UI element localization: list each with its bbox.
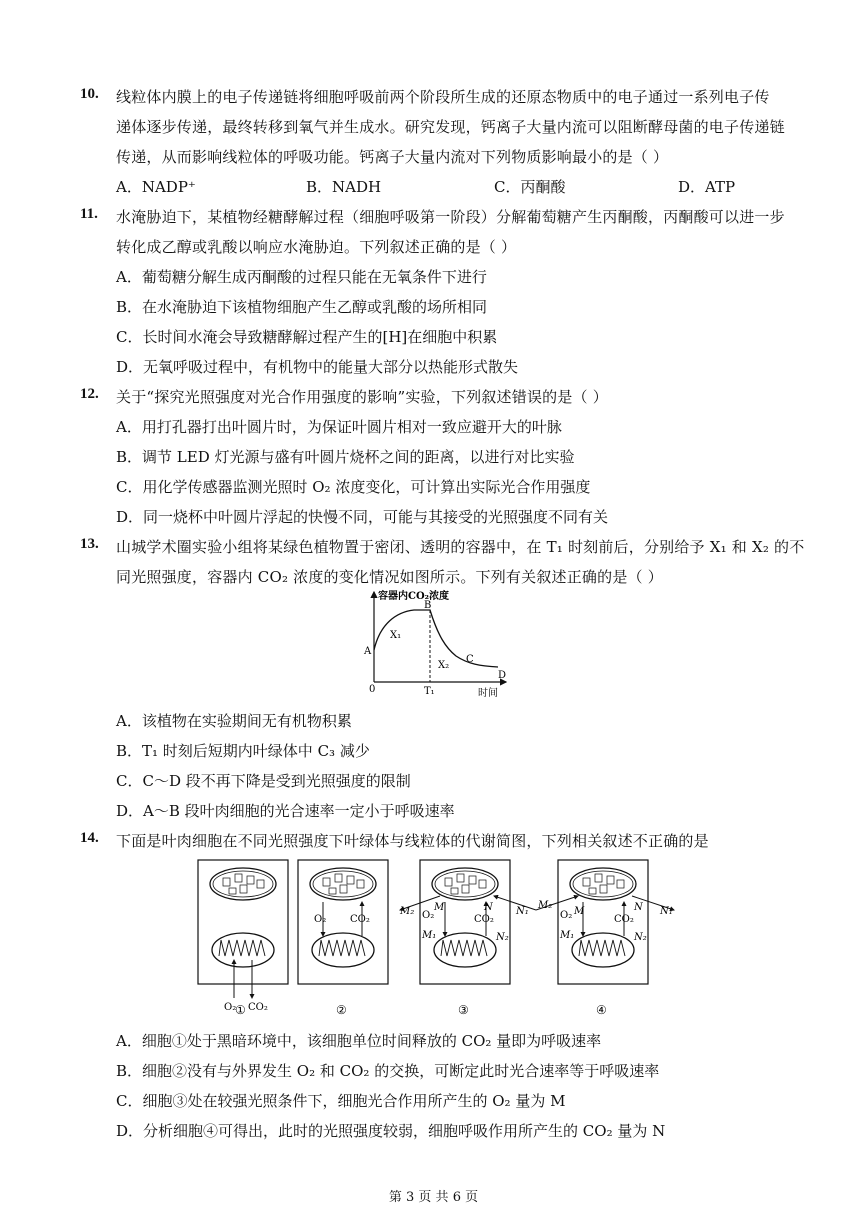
cell-label-1: ① — [235, 1003, 246, 1017]
q11-option-a: A．葡萄糖分解生成丙酮酸的过程只能在无氧条件下进行 — [116, 268, 487, 286]
cell-3-m-label: M — [434, 902, 445, 913]
cell-metabolism-diagram — [190, 856, 690, 1018]
q10-stem-line-1: 线粒体内膜上的电子传递链将细胞呼吸前两个阶段所生成的还原态物质中的电子通过一系列电子传 — [116, 88, 770, 106]
q11-stem-line-2: 转化成乙醇或乳酸以响应水淹胁迫。下列叙述正确的是（ ） — [116, 238, 517, 256]
q12-option-a: A．用打孔器打出叶圆片时，为保证叶圆片相对一致应避开大的叶脉 — [116, 418, 562, 436]
cell-2-o2-label: O₂ — [314, 914, 327, 925]
q13-option-b: B．T₁ 时刻后短期内叶绿体中 C₃ 减少 — [116, 742, 370, 760]
cell-2-co2-label: CO₂ — [350, 914, 370, 925]
x1-label: X₁ — [390, 630, 402, 641]
cell-3 — [399, 860, 536, 984]
q10-stem-line-3: 传递，从而影响线粒体的呼吸功能。钙离子大量内流对下列物质影响最小的是（ ） — [116, 148, 669, 166]
cell-4-m2-label: M₂ — [538, 900, 553, 911]
origin-label: 0 — [369, 684, 376, 695]
cell-label-3: ③ — [458, 1003, 469, 1017]
q12-stem-line-1: 关于“探究光照强度对光合作用强度的影响”实验，下列叙述错误的是（ ） — [116, 388, 608, 406]
q14-option-b: B．细胞②没有与外界发生 O₂ 和 CO₂ 的交换，可断定此时光合速率等于呼吸速率 — [116, 1062, 660, 1080]
q11-option-c: C．长时间水淹会导致糖酵解过程产生的[H]在细胞中积累 — [116, 328, 498, 346]
cell-1-co2-label: CO₂ — [248, 1002, 268, 1013]
cell-3-n1-label: N₁ — [516, 906, 529, 917]
cell-4 — [536, 860, 674, 984]
x2-label: X₂ — [438, 660, 450, 671]
q14-option-a: A．细胞①处于黑暗环境中，该细胞单位时间释放的 CO₂ 量即为呼吸速率 — [116, 1032, 602, 1050]
cell-3-n-label: N — [484, 902, 493, 913]
q14-stem-line-1: 下面是叶肉细胞在不同光照强度下叶绿体与线粒体的代谢简图，下列相关叙述不正确的是 — [116, 832, 709, 850]
q10-option-c: C．丙酮酸 — [494, 178, 566, 196]
q13-stem-line-1: 山城学术圈实验小组将某绿色植物置于密闭、透明的容器中，在 T₁ 时刻前后，分别给予 X₁ 和 X₂ 的不 — [116, 538, 805, 556]
co2-concentration-graph — [356, 588, 516, 700]
cell-1-o2-label: O₂ — [224, 1002, 237, 1013]
q12-option-b: B．调节 LED 灯光源与盛有叶圆片烧杯之间的距离，以进行对比实验 — [116, 448, 575, 466]
q13-option-a: A．该植物在实验期间无有机物积累 — [116, 712, 352, 730]
q11-stem-line-1: 水淹胁迫下，某植物经糖酵解过程（细胞呼吸第一阶段）分解葡萄糖产生丙酮酸，丙酮酸可以进一步 — [116, 208, 785, 226]
q14-option-d: D．分析细胞④可得出，此时的光照强度较弱，细胞呼吸作用所产生的 CO₂ 量为 N — [116, 1122, 666, 1140]
q10-option-b: B．NADH — [306, 178, 382, 196]
q10-option-d: D．ATP — [678, 178, 736, 196]
question-number-14: 14. — [80, 830, 99, 846]
question-number-11: 11. — [80, 206, 98, 222]
q14-option-c: C．细胞③处在较强光照条件下，细胞光合作用所产生的 O₂ 量为 M — [116, 1092, 566, 1110]
cell-4-co2-label: CO₂ — [614, 914, 634, 925]
q11-option-d: D．无氧呼吸过程中，有机物中的能量大部分以热能形式散失 — [116, 358, 519, 376]
cell-4-m-label: M — [574, 906, 585, 917]
q13-stem-line-2: 同光照强度，容器内 CO₂ 浓度的变化情况如图所示。下列有关叙述正确的是（ ） — [116, 568, 663, 586]
cell-4-n1-label: N₁ — [660, 906, 673, 917]
t1-label: T₁ — [424, 686, 435, 697]
cell-4-n-label: N — [634, 902, 643, 913]
q12-option-d: D．同一烧杯中叶圆片浮起的快慢不同，可能与其接受的光照强度不同有关 — [116, 508, 609, 526]
y-axis-label: 容器内CO₂浓度 — [378, 591, 450, 602]
cell-2 — [298, 860, 388, 984]
cell-3-co2-label: CO₂ — [474, 914, 494, 925]
q11-option-b: B．在水淹胁迫下该植物细胞产生乙醇或乳酸的场所相同 — [116, 298, 488, 316]
q10-stem-line-2: 递体逐步传递，最终转移到氧气并生成水。研究发现，钙离子大量内流可以阻断酵母菌的电子传递链 — [116, 118, 785, 136]
cell-label-2: ② — [336, 1003, 347, 1017]
cell-4-m1-label: M₁ — [560, 930, 575, 941]
cell-1 — [198, 860, 288, 1013]
question-number-12: 12. — [80, 386, 99, 402]
q10-option-a: A．NADP⁺ — [116, 178, 196, 196]
q13-option-c: C．C～D 段不再下降是受到光照强度的限制 — [116, 772, 411, 790]
point-d-label: D — [498, 670, 507, 681]
cell-3-m2-label: M₂ — [400, 906, 415, 917]
question-number-13: 13. — [80, 536, 99, 552]
cell-3-n2-label: N₂ — [496, 932, 509, 943]
cell-label-4: ④ — [596, 1003, 607, 1017]
q12-option-c: C．用化学传感器监测光照时 O₂ 浓度变化，可计算出实际光合作用强度 — [116, 478, 591, 496]
question-number-10: 10. — [80, 86, 99, 102]
cell-4-o2-label: O₂ — [560, 910, 573, 921]
cell-3-o2-label: O₂ — [422, 910, 435, 921]
cell-4-n2-label: N₂ — [634, 932, 647, 943]
q13-option-d: D．A～B 段叶肉细胞的光合速率一定小于呼吸速率 — [116, 802, 455, 820]
point-b-label: B — [424, 600, 432, 611]
point-a-label: A — [364, 646, 372, 657]
page-footer: 第 3 页 共 6 页 — [388, 1190, 479, 1205]
cell-3-m1-label: M₁ — [422, 930, 437, 941]
x-axis-label: 时间 — [478, 688, 498, 699]
point-c-label: C — [466, 654, 474, 665]
